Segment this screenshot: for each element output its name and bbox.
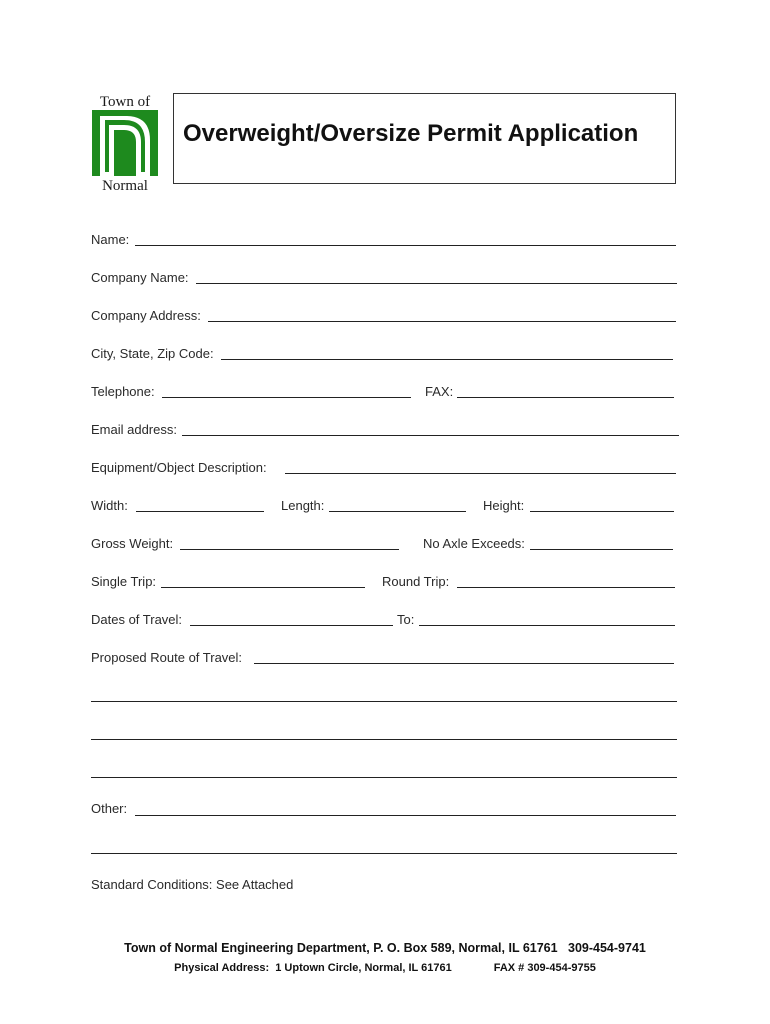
round-trip-field[interactable] [457,587,675,588]
company-address-field[interactable] [208,321,676,322]
telephone-label: Telephone: [91,384,155,399]
company-name-field[interactable] [196,283,677,284]
height-label: Height: [483,498,525,513]
round-trip-label: Round Trip: [382,574,450,589]
no-axle-exceeds-field[interactable] [530,549,673,550]
footer-fax: FAX # 309-454-9755 [493,962,596,974]
email-field[interactable] [182,435,679,436]
standard-conditions-text: Standard Conditions: See Attached [91,877,294,892]
gross-weight-field[interactable] [180,549,399,550]
footer-physical-address: Physical Address: 1 Uptown Circle, Normal, IL 61761 [174,962,452,974]
other-line-2[interactable] [91,853,677,854]
width-field[interactable] [136,511,264,512]
title-box [173,93,676,184]
page-title: Overweight/Oversize Permit Application [183,120,639,147]
logo-text-bottom: Normal [102,178,148,194]
proposed-route-line-2[interactable] [91,701,677,702]
company-name-label: Company Name: [91,270,189,285]
town-of-normal-logo [88,94,162,194]
dates-of-travel-label: Dates of Travel: [91,612,183,627]
name-field[interactable] [135,245,676,246]
equipment-description-label: Equipment/Object Description: [91,460,267,475]
to-label: To: [397,612,415,627]
proposed-route-label: Proposed Route of Travel: [91,650,243,665]
single-trip-label: Single Trip: [91,574,157,589]
other-field[interactable] [135,815,676,816]
logo-text-top: Town of [99,94,151,110]
length-field[interactable] [329,511,466,512]
footer-mailing-address: Town of Normal Engineering Department, P. O. Box 589, Normal, IL 61761 309-454-9741 [124,941,646,955]
to-date-field[interactable] [419,625,675,626]
gross-weight-label: Gross Weight: [91,536,174,551]
name-label: Name: [91,232,130,247]
city-state-zip-label: City, State, Zip Code: [91,346,214,361]
width-label: Width: [91,498,128,513]
email-label: Email address: [91,422,177,437]
fax-field[interactable] [457,397,674,398]
footer-physical-line [0,962,770,974]
normal-n-logo-icon [92,110,158,176]
length-label: Length: [281,498,325,513]
single-trip-field[interactable] [161,587,365,588]
no-axle-exceeds-label: No Axle Exceeds: [423,536,525,551]
company-address-label: Company Address: [91,308,201,323]
equipment-description-field[interactable] [285,473,676,474]
city-state-zip-field[interactable] [221,359,673,360]
fax-label: FAX: [425,384,454,399]
proposed-route-line-3[interactable] [91,739,677,740]
height-field[interactable] [530,511,674,512]
proposed-route-line-4[interactable] [91,777,677,778]
other-label: Other: [91,801,128,816]
telephone-field[interactable] [162,397,411,398]
proposed-route-field[interactable] [254,663,674,664]
dates-of-travel-field[interactable] [190,625,393,626]
